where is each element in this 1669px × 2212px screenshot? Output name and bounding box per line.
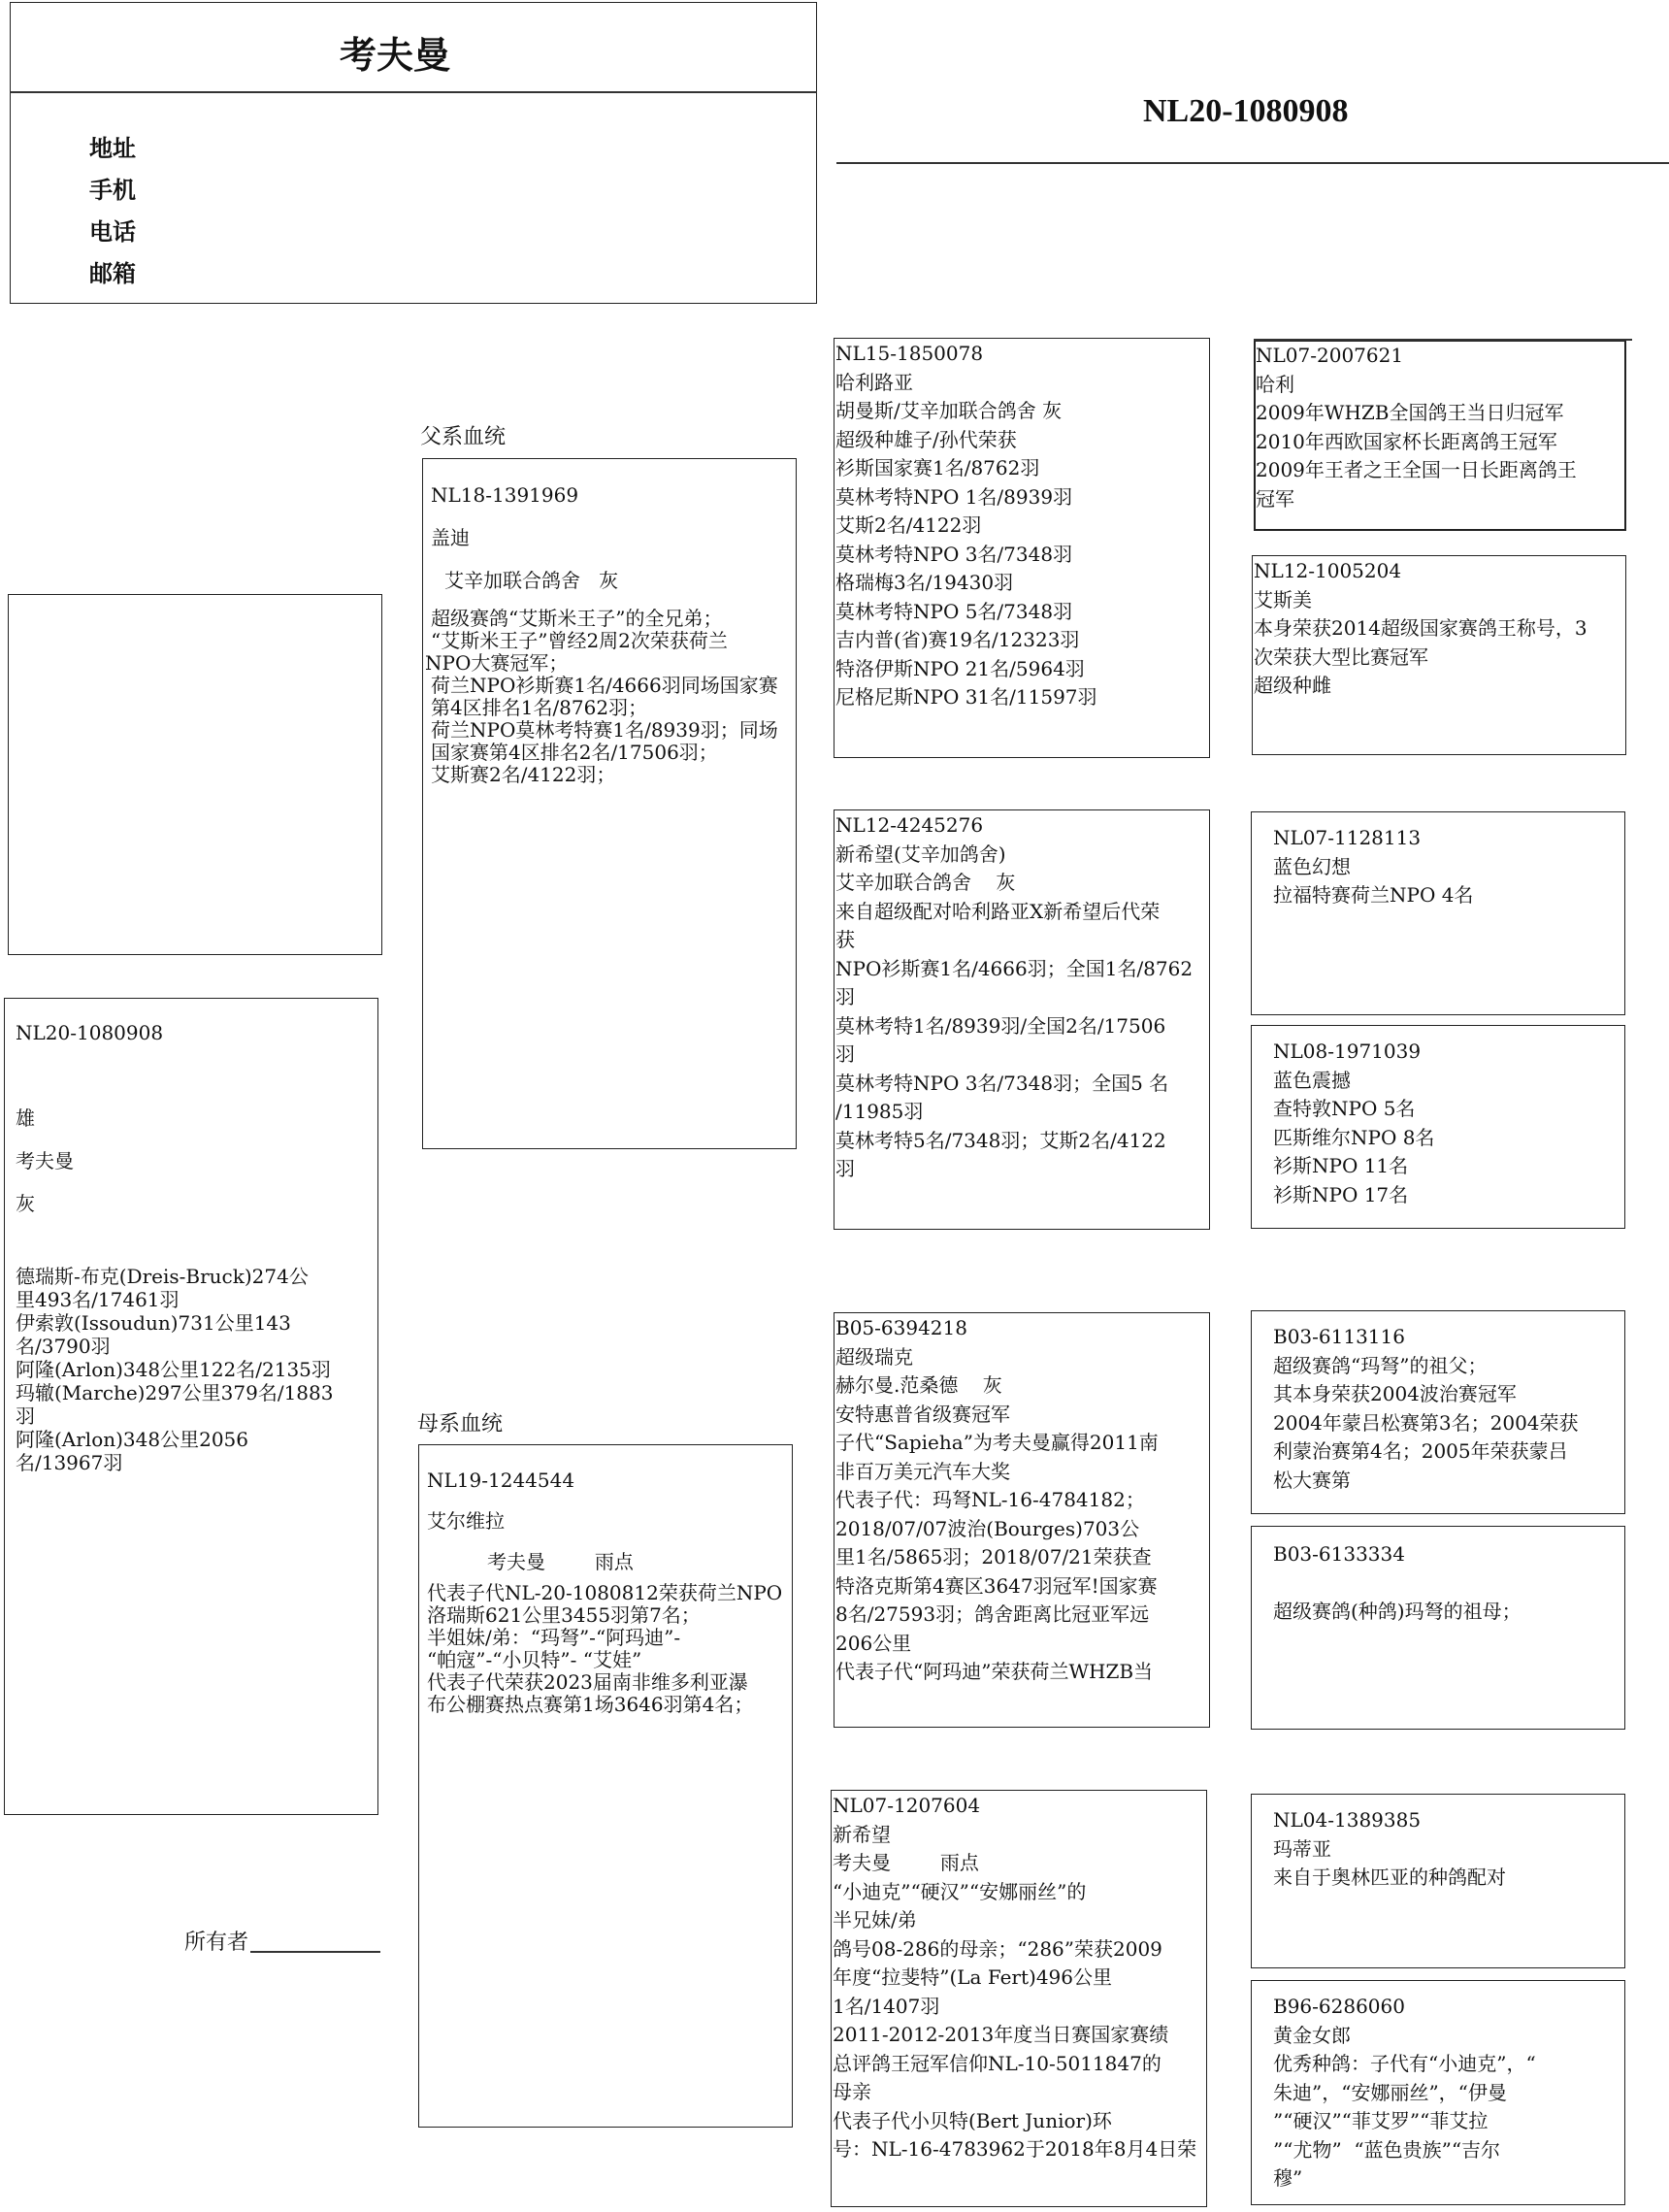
pedigree-line: 安特惠普省级赛冠军 [835,1402,1010,1426]
sire-info [425,474,794,786]
dam-loft: 考夫曼 雨点 [487,1550,634,1573]
pedigree-line: 尼格尼斯NPO 31名/11597羽 [835,685,1097,709]
pedigree-line: 1名/1407羽 [833,1994,940,2018]
pedigree-line: /11985羽 [835,1100,924,1123]
pedigree-line: NL07-2007621 [1256,344,1404,367]
pedigree-line: 号：NL-16-4783962于2018年8月4日荣 [833,2137,1197,2161]
pedigree-line: 子代“Sapieha”为考夫曼赢得2011南 [835,1431,1159,1454]
dam-note: 布公棚赛热点赛第1场3646羽第4名； [427,1693,754,1716]
subject-result-line: 德瑞斯-布克(Dreis-Bruck)274公 [16,1265,309,1288]
dam-note: 代表子代NL-20-1080812荣获荷兰NPO [427,1581,783,1604]
sire-note: “艾斯米王子”曾经2周2次荣获荷兰 [431,629,728,652]
pedigree-line: “小迪克”“硬汉”“安娜丽丝”的 [833,1879,1087,1903]
sire-note: NPO大赛冠军； [425,651,569,675]
subject-result-line: 羽 [16,1404,35,1428]
subject-color: 灰 [16,1192,35,1215]
pedigree-line: 哈利 [1256,372,1294,396]
ggp-ddd-info [1273,1993,1536,2194]
subject-name: 考夫曼 [16,1149,74,1172]
contact-phone-label: 电话 [89,218,136,246]
pedigree-line: 超级种雄子/孙代荣获 [835,427,1017,451]
pedigree-line: 艾斯2名/4122羽 [835,513,982,537]
subject-result-line: 阿隆(Arlon)348公里2056 [16,1428,248,1451]
pedigree-line: NL07-1207604 [833,1794,981,1817]
pedigree-line: 获 [835,928,855,951]
pedigree-line: ”“硬汉”“菲艾罗”“菲艾拉 [1273,2109,1489,2132]
pedigree-line: 拉福特赛荷兰NPO 4名 [1273,883,1474,907]
pedigree-line: NL07-1128113 [1273,826,1422,849]
pedigree-line: 衫斯NPO 17名 [1273,1182,1409,1206]
pedigree-line: 羽 [835,985,855,1008]
grandsire-sire-side-info [835,340,1097,712]
pedigree-line: 莫林考特NPO 3名/7348羽；全国5 名 [835,1071,1169,1095]
ggp-ssd-info [1254,557,1587,701]
pedigree-line: NL15-1850078 [835,342,984,365]
pedigree-line: NL08-1971039 [1273,1040,1422,1063]
ggp-dsd-info [1273,1540,1522,1627]
pedigree-line: 蓝色幻想 [1273,854,1351,878]
pedigree-line: 特洛伊斯NPO 21名/5964羽 [835,656,1085,680]
dam-note: “帕寇”-“小贝特”- “艾娃” [427,1648,642,1671]
sire-note: 超级赛鸽“艾斯米王子”的全兄弟； [431,607,723,630]
subject-result-line: 名/3790羽 [16,1335,111,1358]
ggp-dss-info [1273,1323,1579,1495]
ggp-sdd-info [1273,1038,1434,1209]
pedigree-line: 考夫曼 雨点 [833,1851,979,1874]
sire-note: 荷兰NPO莫林考特赛1名/8939羽；同场 [431,718,778,742]
sire-name: 盖迪 [431,526,470,549]
pedigree-line: 8名/27593羽；鸽舍距离比冠亚军远 [835,1602,1150,1626]
dam-ring: NL19-1244544 [427,1469,575,1492]
subject-sex: 雄 [16,1106,35,1130]
pedigree-line: 莫林考特5名/7348羽；艾斯2名/4122 [835,1128,1166,1152]
dam-name: 艾尔维拉 [427,1509,505,1533]
pedigree-line: 哈利路亚 [835,370,913,394]
pedigree-line: 代表子代“阿玛迪”荣获荷兰WHZB当 [835,1660,1154,1683]
subject-result-line: 伊索敦(Issoudun)731公里143 [16,1311,291,1335]
pedigree-line [1273,1569,1522,1599]
owner-signature-label: 所有者 [184,1931,249,1955]
pedigree-line: 2009年WHZB全国鸽王当日归冠军 [1256,401,1564,424]
pedigree-line: 莫林考特NPO 1名/8939羽 [835,484,1073,509]
pedigree-line: 年度“拉斐特”(La Fert)496公里 [833,1965,1113,1989]
dam-note: 半姐妹/弟：“玛弩”-“阿玛迪”- [427,1626,681,1649]
pedigree-line: B96-6286060 [1273,1995,1405,2018]
pedigree-line: 2004年蒙吕松赛第3名；2004荣获 [1273,1410,1579,1435]
ggp-dds-info [1273,1806,1506,1893]
pedigree-line: 来自于奥林匹亚的种鸽配对 [1273,1865,1506,1889]
pedigree-line: 代表子代小贝特(Bert Junior)环 [833,2108,1112,2132]
contact-address-label: 地址 [89,135,136,162]
pedigree-line: 松大赛第 [1273,1468,1351,1492]
pedigree-line: 来自超级配对哈利路亚X新希望后代荣 [835,899,1161,923]
pedigree-line: 衫斯国家赛1名/8762羽 [835,456,1040,479]
sire-ring: NL18-1391969 [431,483,579,507]
pedigree-line: 鸽号08-286的母亲；“286”荣获2009 [833,1936,1162,1961]
pedigree-line: 2010年西欧国家杯长距离鸽王冠军 [1256,429,1557,453]
pedigree-line: 朱迪”，“安娜丽丝”，“伊曼 [1273,2080,1507,2104]
subject-results [16,1265,333,1474]
pedigree-line: 里1名/5865羽；2018/07/21荣获查 [835,1545,1152,1568]
subject-info [16,1011,163,1225]
pedigree-line: 超级赛鸽“玛弩”的祖父； [1273,1353,1488,1377]
pedigree-line: 莫林考特NPO 5名/7348羽 [835,599,1073,623]
dam-section-label: 母系血统 [417,1412,504,1436]
grandsire-dam-side-info [835,1314,1159,1687]
dam-note: 洛瑞斯621公里3455羽第7名； [427,1603,701,1627]
pedigree-line: 2018/07/07波治(Bourges)703公 [835,1516,1140,1540]
bird-photo-frame [8,594,382,955]
pedigree-line: B03-6113116 [1273,1325,1405,1348]
subject-result-line: 里493名/17461羽 [16,1288,180,1311]
subject-result-line: 玛辙(Marche)297公里379名/1883 [16,1381,334,1404]
pedigree-line: 母亲 [833,2080,871,2103]
ggp-sss-info [1256,342,1577,513]
pedigree-line: 利蒙治赛第4名；2005年荣获蒙吕 [1273,1439,1568,1463]
pedigree-line: 代表子代：玛弩NL-16-4784182； [835,1488,1145,1511]
pedigree-line: 羽 [835,1042,855,1066]
contact-mobile-label: 手机 [89,177,136,204]
contact-list [89,128,136,295]
pedigree-line: 穆” [1273,2166,1303,2190]
header-divider [10,91,817,93]
subject-result-line: 阿隆(Arlon)348公里122名/2135羽 [16,1358,331,1381]
pedigree-line: 半兄妹/弟 [833,1908,917,1931]
pedigree-line: 其本身荣获2004波治赛冠军 [1273,1382,1517,1405]
pedigree-line: NL12-1005204 [1254,559,1402,582]
pedigree-line: 非百万美元汽车大奖 [835,1459,1010,1483]
pedigree-line: 吉内普(省)赛19名/12323羽 [835,628,1080,651]
pedigree-line: 格瑞梅3名/19430羽 [835,571,1014,594]
pedigree-line: NPO衫斯赛1名/4666羽；全国1名/8762 [835,956,1194,980]
pedigree-line: 特洛克斯第4赛区3647羽冠军!国家赛 [835,1573,1158,1598]
subject-result-line: 名/13967羽 [16,1451,123,1474]
pedigree-line: 蓝色震撼 [1273,1068,1351,1092]
pedigree-line: 超级赛鸽(种鸽)玛弩的祖母； [1273,1600,1522,1623]
pedigree-line: 新希望(艾辛加鸽舍) [835,842,1006,866]
pedigree-line: 2009年王者之王全国一日长距离鸽王 [1256,458,1577,481]
pedigree-line: 艾斯美 [1254,587,1312,611]
granddam-dam-side-info [833,1792,1196,2164]
pedigree-line: 羽 [835,1157,855,1180]
pedigree-line: 本身荣获2014超级国家赛鸽王称号，3 [1254,616,1587,640]
pedigree-line: 超级瑞克 [835,1344,913,1369]
pedigree-line: 超级种雌 [1254,674,1331,697]
pedigree-line: 艾辛加联合鸽舍 灰 [835,871,1016,894]
pedigree-line: NL04-1389385 [1273,1808,1422,1832]
sire-note: 荷兰NPO衫斯赛1名/4666羽同场国家赛 [431,674,778,697]
sire-note: 艾斯赛2名/4122羽； [431,763,616,786]
pedigree-line: ”“尤物” “蓝色贵族”“吉尔 [1273,2137,1501,2162]
granddam-sire-side-info [835,811,1193,1184]
header-ring-number: NL20-1080908 [1143,93,1349,129]
pedigree-line: 总评鸽王冠军信仰NL-10-5011847的 [833,2051,1162,2075]
pedigree-line: 查特敦NPO 5名 [1273,1097,1416,1120]
pedigree-line: B05-6394218 [835,1316,967,1339]
pedigree-line: 新希望 [833,1822,891,1846]
pedigree-line: 匹斯维尔NPO 8名 [1273,1125,1435,1149]
sire-note: 第4区排名1名/8762羽； [431,696,648,719]
pedigree-line: 胡曼斯/艾辛加联合鸽舍 灰 [835,399,1063,422]
pedigree-line: 莫林考特NPO 3名/7348羽 [835,542,1073,566]
contact-email-label: 邮箱 [89,260,136,287]
sire-loft: 艾辛加联合鸽舍 灰 [444,569,619,592]
pedigree-line: 赫尔曼.范桑德 灰 [835,1373,1002,1397]
pedigree-line: 黄金女郎 [1273,2023,1351,2047]
pedigree-line: 206公里 [835,1631,912,1655]
pedigree-line: 冠军 [1256,486,1294,511]
sire-section-label: 父系血统 [420,425,507,449]
ggp-sds-info [1273,824,1473,910]
pedigree-line: NL12-4245276 [835,813,984,837]
pedigree-line: 衫斯NPO 11名 [1273,1154,1409,1177]
pedigree-line: 玛蒂亚 [1273,1836,1331,1861]
pedigree-line: 优秀种鸽：子代有“小迪克”，“ [1273,2052,1536,2075]
ggp-sss-top-extend [1254,339,1632,341]
pedigree-line: 2011-2012-2013年度当日赛国家赛绩 [833,2023,1169,2046]
pedigree-line: B03-6133334 [1273,1542,1405,1566]
pedigree-line: 莫林考特1名/8939羽/全国2名/17506 [835,1013,1166,1038]
owner-name-title: 考夫曼 [340,33,451,77]
pedigree-line: 次荣获大型比赛冠军 [1254,644,1428,669]
sire-note: 国家赛第4区排名2名/17506羽； [431,741,718,764]
ring-number-underline [836,162,1669,164]
subject-ring: NL20-1080908 [16,1021,164,1044]
owner-signature-line [250,1951,380,1953]
dam-note: 代表子代荣获2023届南非维多利亚瀑 [427,1670,748,1694]
dam-info [427,1460,790,1716]
